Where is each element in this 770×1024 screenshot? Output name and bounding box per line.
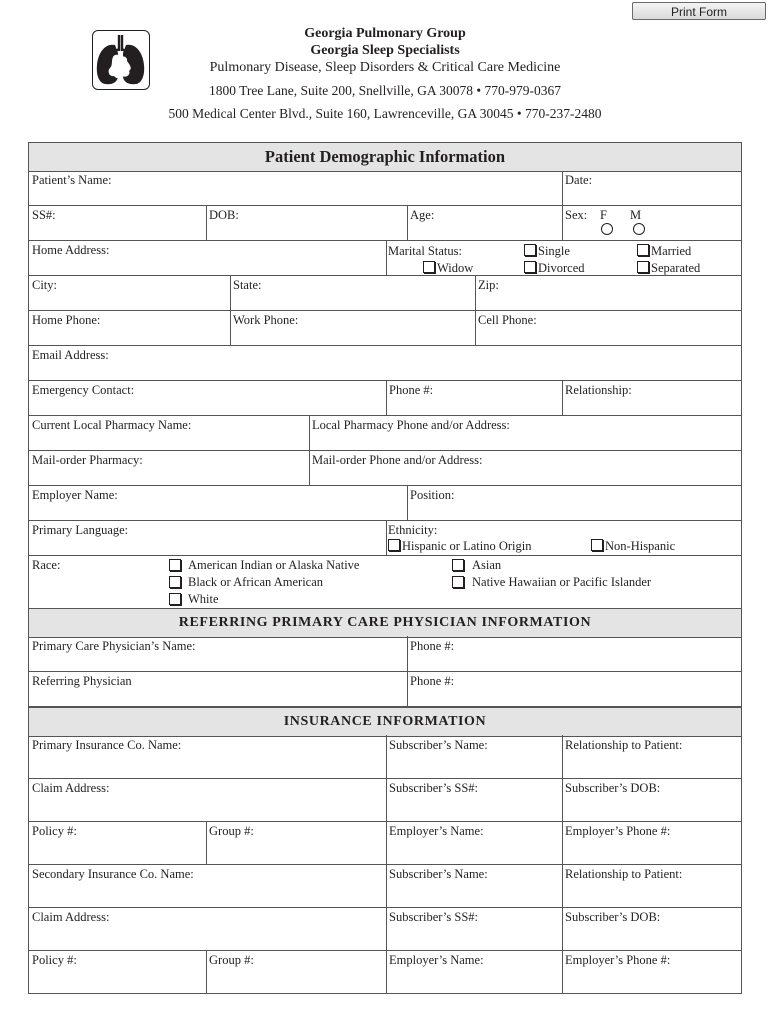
referring-title: REFERRING PRIMARY CARE PHYSICIAN INFORMATION	[29, 608, 741, 638]
org-name-secondary: Georgia Sleep Specialists	[310, 43, 460, 58]
widow-label: Widow	[437, 261, 474, 275]
demographics-title: Patient Demographic Information	[29, 143, 741, 172]
single-checkbox[interactable]	[524, 244, 536, 256]
emergency-phone-label: Phone #:	[389, 383, 434, 397]
sex-label: Sex:	[565, 208, 588, 222]
non-hispanic-label: Non-Hispanic	[605, 539, 676, 553]
marital-status-label: Marital Status:	[388, 244, 462, 258]
divorced-checkbox[interactable]	[524, 261, 536, 273]
race-black-label: Black or African American	[188, 575, 324, 589]
race-white-label: White	[188, 592, 219, 606]
primary-employer-name-label: Employer’s Name:	[389, 824, 484, 838]
secondary-subscriber-name-label: Subscriber’s Name:	[389, 867, 488, 881]
emergency-contact-label: Emergency Contact:	[32, 383, 135, 397]
referring-phone-label: Phone #:	[410, 674, 455, 688]
hispanic-label: Hispanic or Latino Origin	[402, 539, 532, 553]
sex-m-radio[interactable]	[633, 223, 645, 235]
race-american-indian-checkbox[interactable]	[169, 559, 181, 571]
widow-checkbox[interactable]	[423, 261, 435, 273]
secondary-insurance-label: Secondary Insurance Co. Name:	[32, 867, 194, 881]
primary-subscriber-ss-label: Subscriber’s SS#:	[389, 781, 479, 795]
race-pacific-islander-label: Native Hawaiian or Pacific Islander	[472, 575, 652, 589]
address-lawrenceville: 500 Medical Center Blvd., Suite 160, Lawrenceville, GA 30045 • 770-237-2480	[168, 106, 602, 121]
primary-subscriber-dob-label: Subscriber’s DOB:	[565, 781, 661, 795]
non-hispanic-checkbox[interactable]	[591, 539, 603, 551]
race-black-checkbox[interactable]	[169, 576, 181, 588]
org-tagline: Pulmonary Disease, Sleep Disorders & Critical Care Medicine	[209, 60, 561, 75]
position-label: Position:	[410, 488, 455, 502]
secondary-employer-phone-label: Employer’s Phone #:	[565, 953, 671, 967]
cell-phone-label: Cell Phone:	[478, 313, 537, 327]
single-label: Single	[538, 244, 570, 258]
sex-f-label: F	[600, 208, 607, 222]
address-snellville: 1800 Tree Lane, Suite 200, Snellville, GA 30078 • 770-979-0367	[209, 83, 561, 98]
state-label: State:	[233, 278, 262, 292]
pharmacy-name-label: Current Local Pharmacy Name:	[32, 418, 192, 432]
divorced-label: Divorced	[538, 261, 585, 275]
home-phone-label: Home Phone:	[32, 313, 101, 327]
race-asian-label: Asian	[472, 558, 502, 572]
race-pacific-islander-checkbox[interactable]	[452, 576, 464, 588]
secondary-relationship-label: Relationship to Patient:	[565, 867, 683, 881]
hispanic-checkbox[interactable]	[388, 539, 400, 551]
pcp-phone-label: Phone #:	[410, 639, 455, 653]
primary-relationship-label: Relationship to Patient:	[565, 738, 683, 752]
employer-label: Employer Name:	[32, 488, 118, 502]
married-label: Married	[651, 244, 692, 258]
date-label: Date:	[565, 173, 593, 187]
secondary-policy-label: Policy #:	[32, 953, 77, 967]
primary-group-label: Group #:	[209, 824, 254, 838]
primary-insurance-label: Primary Insurance Co. Name:	[32, 738, 182, 752]
referring-physician-label: Referring Physician	[32, 674, 132, 688]
pharmacy-phone-label: Local Pharmacy Phone and/or Address:	[312, 418, 510, 432]
patient-name-label: Patient’s Name:	[32, 173, 112, 187]
relationship-label: Relationship:	[565, 383, 632, 397]
sex-f-radio[interactable]	[601, 223, 613, 235]
ethnicity-label: Ethnicity:	[388, 523, 438, 537]
age-label: Age:	[410, 208, 435, 222]
org-name: Georgia Pulmonary Group	[304, 26, 466, 41]
city-label: City:	[32, 278, 58, 292]
mail-pharmacy-label: Mail-order Pharmacy:	[32, 453, 143, 467]
primary-employer-phone-label: Employer’s Phone #:	[565, 824, 671, 838]
insurance-title: INSURANCE INFORMATION	[29, 707, 741, 737]
zip-label: Zip:	[478, 278, 499, 292]
patient-form	[28, 142, 742, 994]
separated-label: Separated	[651, 261, 701, 275]
separated-checkbox[interactable]	[637, 261, 649, 273]
secondary-group-label: Group #:	[209, 953, 254, 967]
home-address-label: Home Address:	[32, 243, 110, 257]
print-form-button[interactable]: Print Form	[632, 2, 766, 20]
primary-subscriber-name-label: Subscriber’s Name:	[389, 738, 488, 752]
primary-claim-address-label: Claim Address:	[32, 781, 110, 795]
secondary-employer-name-label: Employer’s Name:	[389, 953, 484, 967]
race-american-indian-label: American Indian or Alaska Native	[188, 558, 360, 572]
email-label: Email Address:	[32, 348, 109, 362]
dob-label: DOB:	[209, 208, 239, 222]
secondary-subscriber-dob-label: Subscriber’s DOB:	[565, 910, 661, 924]
pcp-name-label: Primary Care Physician’s Name:	[32, 639, 196, 653]
primary-policy-label: Policy #:	[32, 824, 77, 838]
race-white-checkbox[interactable]	[169, 593, 181, 605]
secondary-subscriber-ss-label: Subscriber’s SS#:	[389, 910, 479, 924]
sex-m-label: M	[630, 208, 642, 222]
language-label: Primary Language:	[32, 523, 129, 537]
mail-phone-label: Mail-order Phone and/or Address:	[312, 453, 483, 467]
ss-label: SS#:	[32, 208, 56, 222]
race-label: Race:	[32, 558, 61, 572]
race-asian-checkbox[interactable]	[452, 559, 464, 571]
married-checkbox[interactable]	[637, 244, 649, 256]
work-phone-label: Work Phone:	[233, 313, 299, 327]
secondary-claim-address-label: Claim Address:	[32, 910, 110, 924]
